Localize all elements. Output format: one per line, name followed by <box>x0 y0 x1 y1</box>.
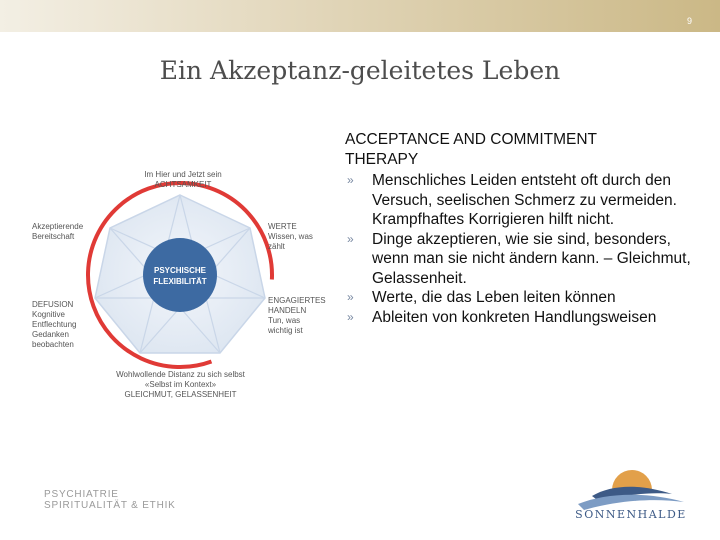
label-top <box>128 170 238 190</box>
label-top-left <box>32 222 83 242</box>
page-number: 9 <box>686 16 692 26</box>
logo-text: SONNENHALDE <box>575 508 687 521</box>
bullet-text: Menschliches Leiden entsteht oft durch den Versuch, seelischen Schmerz zu vermeiden. Krampfhaftes Korrigieren hilft nicht. <box>372 172 677 228</box>
label-top-left-2: Bereitschaft <box>32 232 75 241</box>
label-right-4: wichtig ist <box>268 326 303 335</box>
bullet-item <box>345 288 695 308</box>
slide-title: Ein Akzeptanz-geleitetes Leben <box>159 56 561 85</box>
bullet-mark: » <box>347 290 354 304</box>
label-left-4: Gedanken <box>32 330 69 339</box>
footer-label <box>44 489 176 511</box>
bullet-item <box>345 230 695 289</box>
label-top-right-2: Wissen, was <box>268 232 313 241</box>
label-left <box>32 300 76 350</box>
bullet-text: Ableiten von konkreten Handlungsweisen <box>372 308 657 326</box>
label-top-right <box>268 222 313 252</box>
label-bottom-2: «Selbst im Kontext» <box>144 380 217 389</box>
footer-line-1: PSYCHIATRIE <box>44 489 119 500</box>
bullet-mark: » <box>347 231 354 246</box>
content-heading <box>345 130 695 169</box>
label-left-5: beobachten <box>32 340 74 349</box>
content-heading-line1: ACCEPTANCE AND COMMITMENT <box>345 131 598 148</box>
label-left-3: Entflechtung <box>32 320 77 329</box>
label-top-right-1: WERTE <box>268 222 297 231</box>
center-hub <box>143 238 217 312</box>
label-bottom <box>88 370 273 400</box>
label-top-1: Im Hier und Jetzt sein <box>144 170 222 179</box>
bullet-text: Werte, die das Leben leiten können <box>372 289 616 306</box>
label-top-right-3: zählt <box>268 242 285 251</box>
footer-line-2: SPIRITUALITÄT & ETHIK <box>44 500 176 511</box>
bullet-mark: » <box>347 309 354 324</box>
label-right-2: HANDELN <box>268 306 307 315</box>
label-top-2: ACHTSAMKEIT <box>154 180 212 189</box>
center-label-2: FLEXIBILITÄT <box>153 277 207 286</box>
bullet-mark: » <box>347 173 354 187</box>
label-right-1: ENGAGIERTES <box>268 296 326 305</box>
header-bar <box>0 0 720 32</box>
label-bottom-1: Wohlwollende Distanz zu sich selbst <box>116 370 245 379</box>
label-left-2: Kognitive <box>32 310 65 319</box>
bullet-text: Dinge akzeptieren, wie sie sind, besonders, wenn man sie nicht ändern kann. – Gleichmut, Gelassenheit. <box>372 230 691 287</box>
bullet-item <box>345 308 695 328</box>
hexaflex-diagram <box>28 170 338 410</box>
content-text <box>345 130 695 327</box>
label-right <box>268 296 326 336</box>
content-heading-line2: THERAPY <box>345 150 419 168</box>
label-bottom-3: GLEICHMUT, GELASSENHEIT <box>124 390 237 399</box>
center-label-1: PSYCHISCHE <box>153 266 207 275</box>
label-top-left-1: Akzeptierende <box>32 222 84 231</box>
bullet-item <box>345 171 695 230</box>
label-left-1: DEFUSION <box>32 300 74 309</box>
label-right-3: Tun, was <box>268 316 301 325</box>
bullet-list <box>345 171 695 327</box>
